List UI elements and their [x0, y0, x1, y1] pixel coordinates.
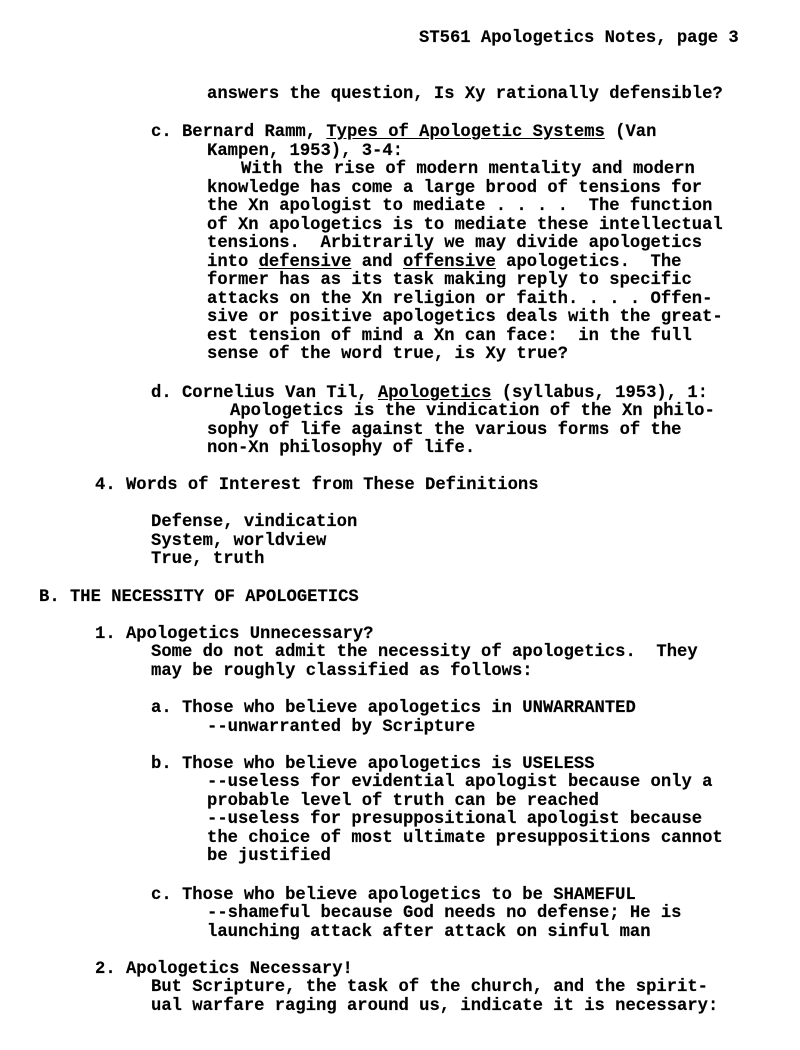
subsection-heading-1: 1. Apologetics Unnecessary?: [95, 625, 374, 644]
section-heading-4: 4. Words of Interest from These Definitions: [95, 476, 539, 495]
quote-line: Apologetics is the vindication of the Xn philo-: [230, 402, 715, 421]
quote-line: sense of the word true, is Xy true?: [207, 345, 568, 364]
term-list-item: System, worldview: [151, 532, 327, 551]
text-line: --shameful because God needs no defense; He is: [207, 904, 682, 923]
text-line: But Scripture, the task of the church, and the spirit-: [151, 978, 708, 997]
text-line: answers the question, Is Xy rationally defensible?: [207, 85, 723, 104]
quote-line: attacks on the Xn religion or faith. . . . Offen-: [207, 290, 713, 309]
citation-ramm: c. Bernard Ramm, Types of Apologetic Systems (Van: [151, 123, 657, 142]
list-item-c: c. Those who believe apologetics to be SHAMEFUL: [151, 886, 636, 905]
text-line: Kampen, 1953), 3-4:: [207, 142, 403, 161]
page-header-title: ST561 Apologetics Notes, page 3: [419, 29, 739, 48]
term-list-item: True, truth: [151, 550, 265, 569]
quote-line: tensions. Arbitrarily we may divide apologetics: [207, 234, 703, 253]
list-item-a: a. Those who believe apologetics in UNWARRANTED: [151, 699, 636, 718]
quote-line: non-Xn philosophy of life.: [207, 439, 476, 458]
quote-line: est tension of mind a Xn can face: in the full: [207, 327, 692, 346]
text-line: --useless for evidential apologist because only a: [207, 773, 713, 792]
quote-line: the Xn apologist to mediate . . . . The function: [207, 197, 713, 216]
text-line: may be roughly classified as follows:: [151, 662, 533, 681]
quote-line: sive or positive apologetics deals with the great-: [207, 308, 723, 327]
quote-line: knowledge has come a large brood of tensions for: [207, 179, 703, 198]
term-list-item: Defense, vindication: [151, 513, 358, 532]
book-title-ramm: Types of Apologetic Systems: [326, 123, 605, 142]
citation-van-til: d. Cornelius Van Til, Apologetics (syllabus, 1953), 1:: [151, 384, 708, 403]
text-line: ual warfare raging around us, indicate it is necessary:: [151, 997, 719, 1016]
text-line: --useless for presuppositional apologist because: [207, 810, 703, 829]
list-item-b: b. Those who believe apologetics is USELESS: [151, 755, 595, 774]
text-line: be justified: [207, 847, 331, 866]
subsection-heading-2: 2. Apologetics Necessary!: [95, 960, 353, 979]
term-offensive: offensive: [402, 253, 496, 272]
text-line: Some do not admit the necessity of apologetics. They: [151, 643, 698, 662]
text-line: the choice of most ultimate presuppositions cannot: [207, 829, 723, 848]
text-line: --unwarranted by Scripture: [207, 718, 476, 737]
text-line: probable level of truth can be reached: [207, 792, 599, 811]
term-defensive: defensive: [258, 253, 352, 272]
quote-line: into defensive and offensive apologetics. The: [207, 253, 682, 272]
quote-line: of Xn apologetics is to mediate these intellectual: [207, 216, 723, 235]
quote-line: sophy of life against the various forms of the: [207, 421, 682, 440]
book-title-van-til: Apologetics: [377, 384, 492, 403]
section-heading-b: B. THE NECESSITY OF APOLOGETICS: [39, 588, 359, 607]
quote-line: former has as its task making reply to specific: [207, 271, 692, 290]
text-line: launching attack after attack on sinful man: [207, 923, 651, 942]
quote-line: With the rise of modern mentality and modern: [241, 160, 695, 179]
